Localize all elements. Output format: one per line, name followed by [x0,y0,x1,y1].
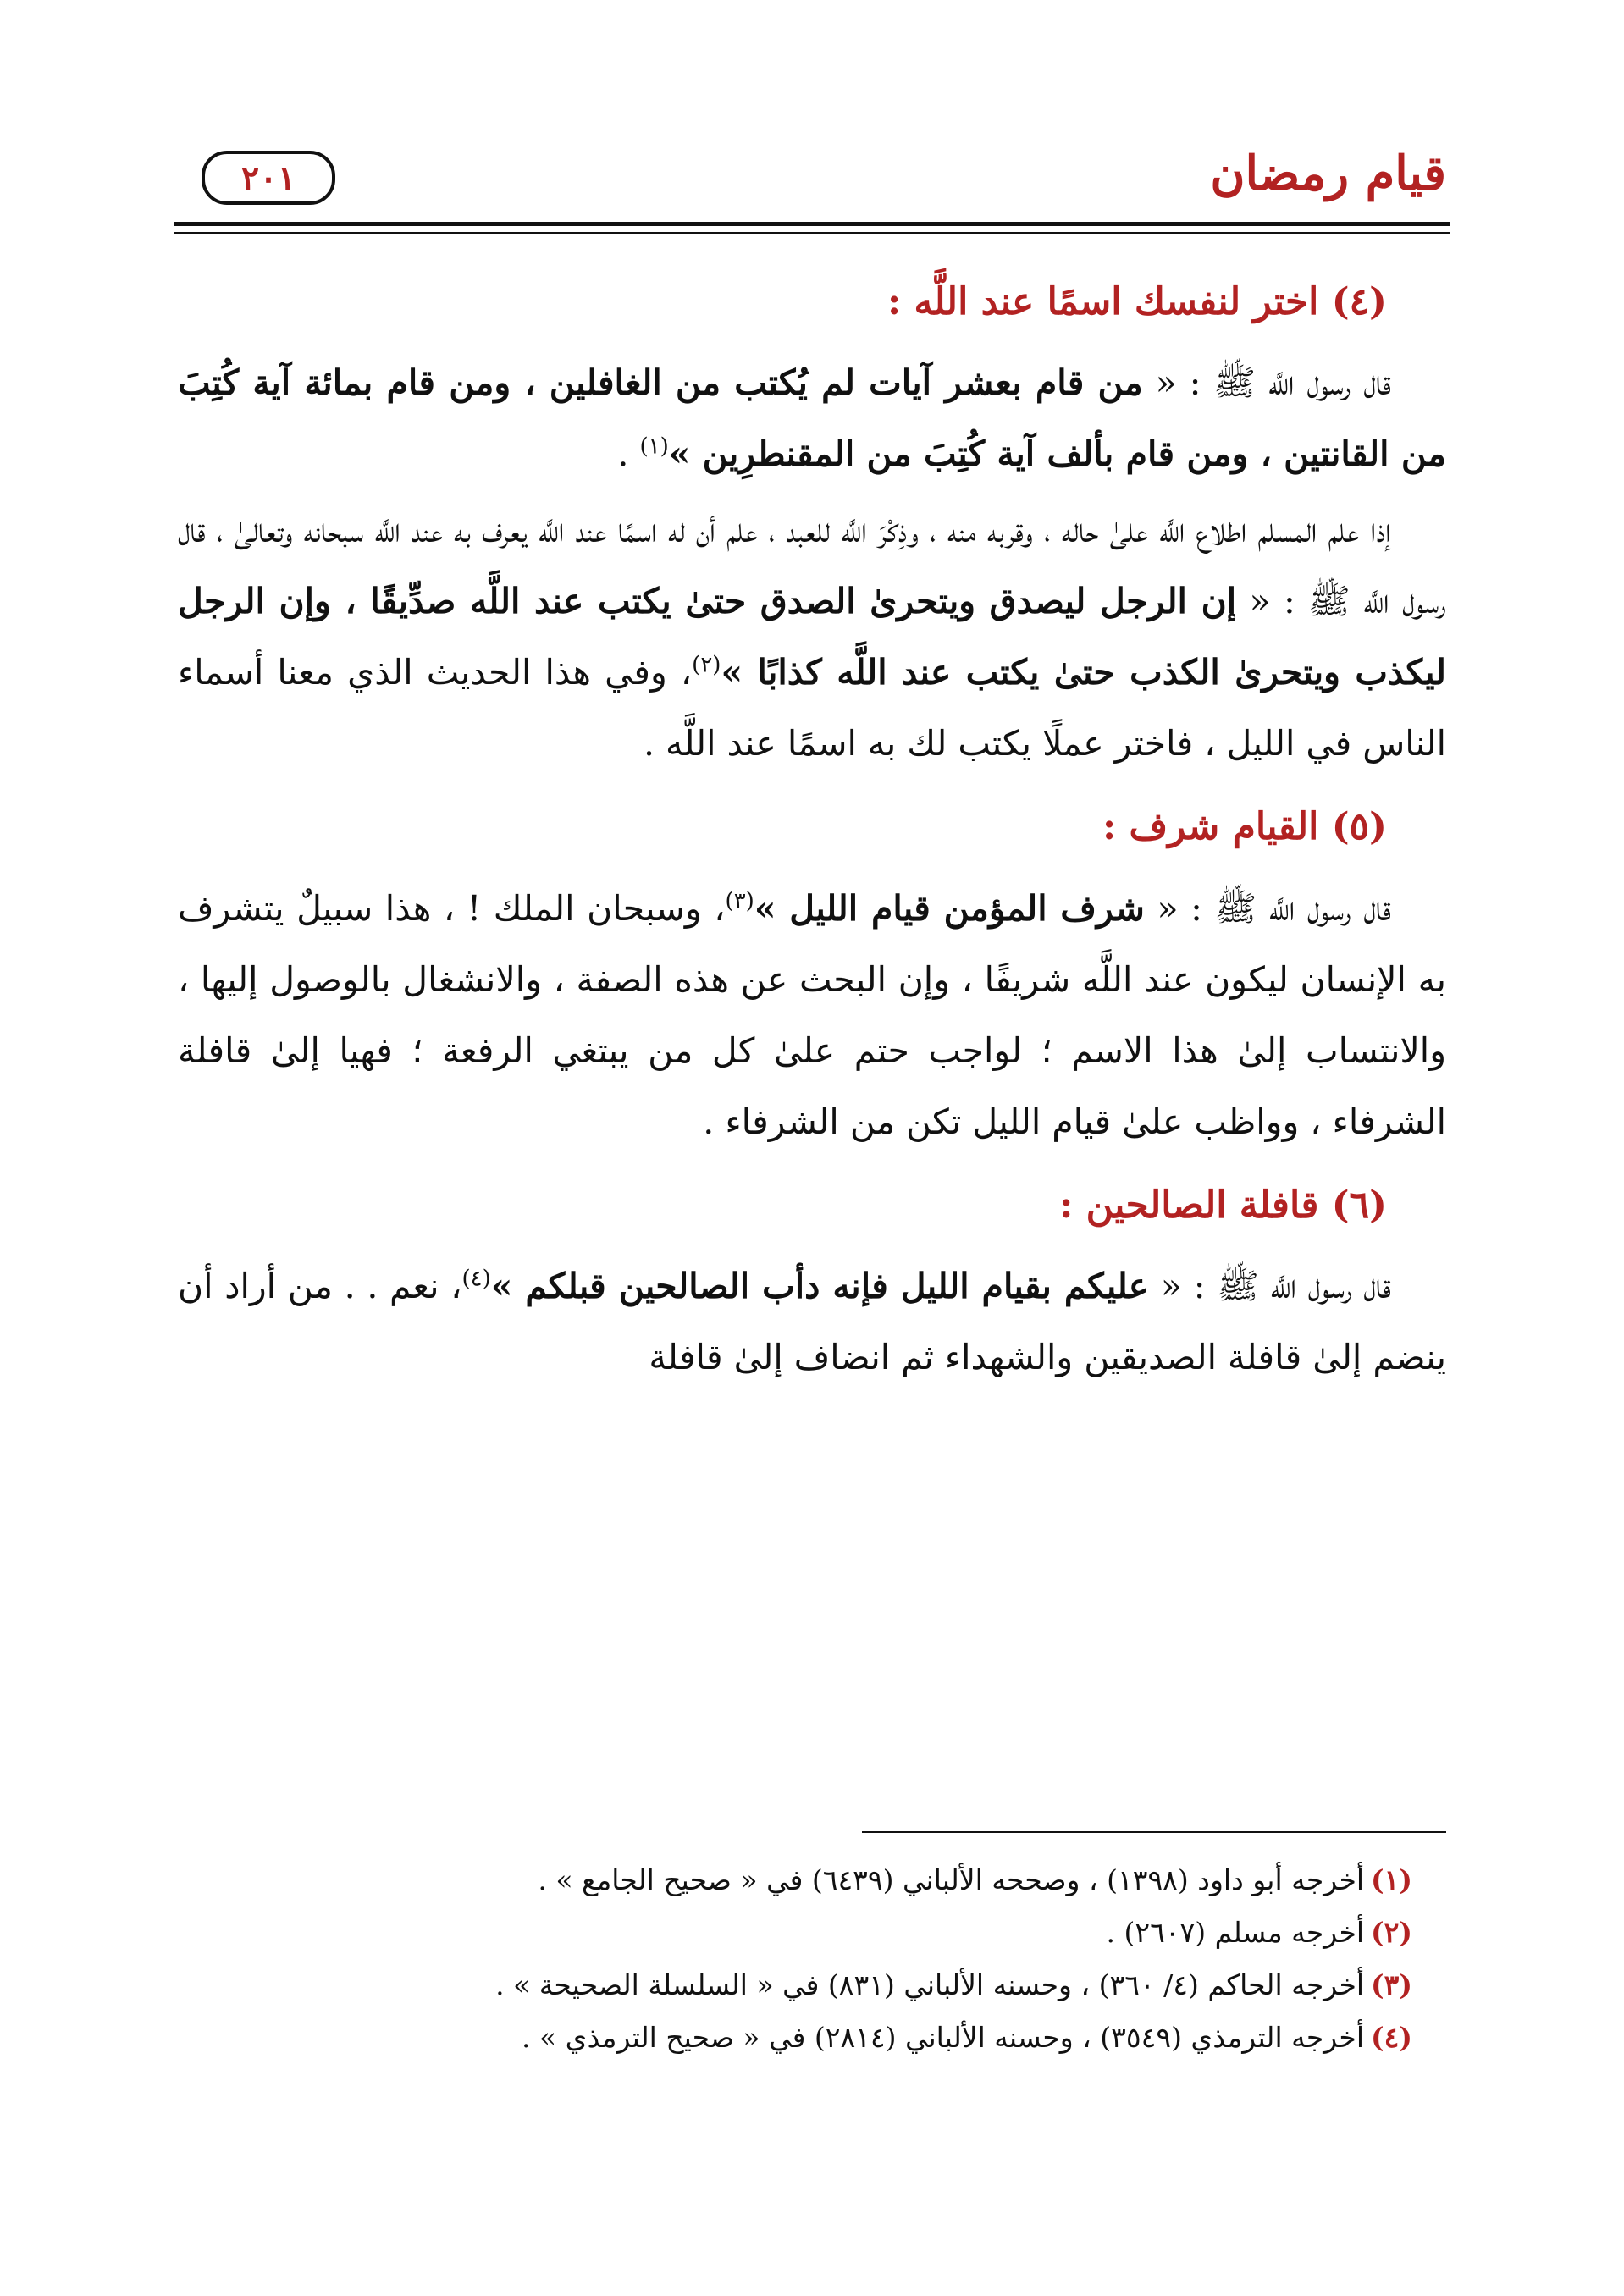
header-rule-thick [174,222,1450,226]
section-heading: (٦) قافلة الصالحين : [1059,1183,1387,1227]
paragraph-text: قال رسول اللَّه ﷺ : « [1149,1266,1391,1307]
paragraph-text: . [617,433,640,475]
hadith-text: عليكم بقيام الليل فإنه دأب الصالحين قبلكم » [490,1266,1150,1307]
footnote-number: (٤) [1371,2021,1412,2054]
main-content [178,254,1446,1398]
footnote-ref: (٢) [692,652,721,678]
paragraph [178,347,1446,489]
page-header [178,135,1446,229]
footnote-ref: (١) [639,433,669,460]
footnote [178,1907,1412,1959]
footnote-ref: (٤) [461,1266,491,1292]
header-rule-thin [174,232,1450,234]
paragraph [178,873,1446,1157]
paragraph-text: إذا علم المسلم اطلاع اللَّه علىٰ حاله ، وقربه منه ، وذِكْرَ اللَّه للعبد ، علم أن له اسمًا عند اللَّه يعرف به عند اللَّه سبحانه وتعالىٰ ، قال رسول اللَّه ﷺ : « [178,510,1446,622]
hadith-text: إن الرجل ليصدق ويتحرىٰ الصدق حتىٰ يكتب عند اللَّه صدِّيقًا ، وإن الرجل ليكذب ويتحرىٰ الكذب حتىٰ يكتب عند اللَّه كذابًا » [178,581,1446,693]
running-title: قيام رمضان [1210,146,1446,201]
footnote-text: أخرجه مسلم (٢٦٠٧) . [1106,1916,1365,1949]
hadith-text: شرف المؤمن قيام الليل » [754,887,1145,929]
footnote [178,1959,1412,2012]
footnote-number: (٢) [1371,1916,1412,1949]
footnote-text: أخرجه الحاكم (٤/ ٣٦٠) ، وحسنه الألباني (٨٣١) في « السلسلة الصحيحة » . [495,1968,1365,2001]
footnote-ref: (٣) [725,888,754,914]
footnote [178,2012,1412,2064]
paragraph [178,1250,1446,1393]
footnote [178,1854,1412,1907]
section-heading: (٤) اختر لنفسك اسمًا عند اللَّه : [887,280,1387,323]
paragraph-text: ، وفي هذا الحديث الذي معنا أسماء الناس في الليل ، فاختر عملًا يكتب لك به اسمًا عند اللَّه . [178,652,1446,764]
footnote-separator [862,1831,1446,1833]
footnote-text: أخرجه أبو داود (١٣٩٨) ، وصححه الألباني (٦٤٣٩) في « صحيح الجامع » . [538,1863,1365,1896]
paragraph-text: ، نعم . . من أراد أن ينضم إلىٰ قافلة الصديقين والشهداء ثم انضاف إلىٰ قافلة [178,1266,1446,1378]
paragraph [178,494,1446,779]
footnote-number: (٣) [1371,1968,1412,2001]
hadith-text: من قام بعشر آيات لم يُكتب من الغافلين ، ومن قام بمائة آية كُتِبَ من القانتين ، ومن قام بألف آية كُتِبَ من المقنطرِين » [178,362,1446,475]
paragraph-text: قال رسول اللَّه ﷺ : « [1142,362,1391,404]
footnotes [178,1854,1446,2064]
footnote-text: أخرجه الترمذي (٣٥٤٩) ، وحسنه الألباني (٢٨١٤) في « صحيح الترمذي » . [521,2021,1365,2054]
paragraph-text: قال رسول اللَّه ﷺ : « [1144,887,1392,929]
footnote-number: (١) [1371,1863,1412,1896]
paragraph-text: ، وسبحان الملك ! ، هذا سبيلٌ يتشرف به الإنسان ليكون عند اللَّه شريفًا ، وإن البحث عن هذه الصفة ، والانشغال بالوصول إليها ، والانتساب إلىٰ هذا الاسم ؛ لواجب حتم علىٰ كل من يبتغي الرفعة ؛ فهيا إلىٰ قافلة الشرفاء ، وواظب علىٰ قيام الليل تكن من الشرفاء . [178,887,1446,1142]
section-heading: (٥) القيام شرف : [1102,805,1387,849]
page-number: ٢٠١ [202,151,335,205]
